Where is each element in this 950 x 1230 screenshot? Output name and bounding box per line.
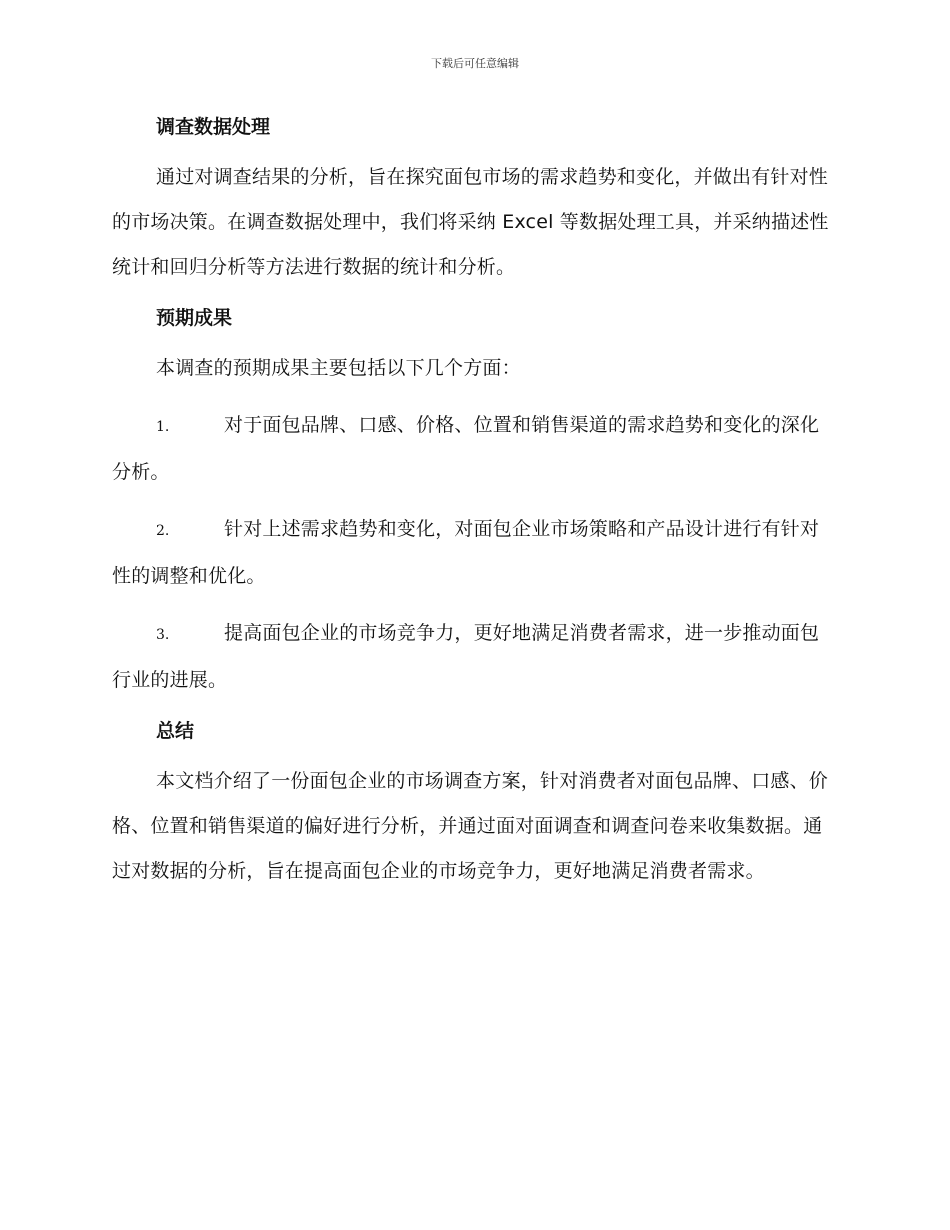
list-item xyxy=(112,611,834,703)
paragraph-data-processing: 通过对调查结果的分析，旨在探究面包市场的需求趋势和变化，并做出有针对性的市场决策。在调查数据处理中，我们将采纳 Excel 等数据处理工具，并采纳描述性统计和回归分析等方法进行数据的统计和分析。 xyxy=(112,166,829,278)
list-item-number: 3. xyxy=(156,627,170,643)
paragraph-expected-results-intro: 本调查的预期成果主要包括以下几个方面： xyxy=(156,357,521,379)
list-item-text: 提高面包企业的市场竞争力，更好地满足消费者需求，进一步推动面包行业的进展。 xyxy=(112,622,820,691)
list-item-text: 对于面包品牌、口感、价格、位置和销售渠道的需求趋势和变化的深化分析。 xyxy=(112,414,820,483)
paragraph-summary: 本文档介绍了一份面包企业的市场调查方案，针对消费者对面包品牌、口感、价格、位置和销售渠道的偏好进行分析，并通过面对面调查和调查问卷来收集数据。通过对数据的分析，旨在提高面包企业的市场竞争力，更好地满足消费者需求。 xyxy=(112,770,829,882)
section-title-data-processing: 调查数据处理 xyxy=(156,116,271,138)
list-item-number: 1. xyxy=(156,419,170,435)
list-item-text: 针对上述需求趋势和变化，对面包企业市场策略和产品设计进行有针对性的调整和优化。 xyxy=(112,518,820,587)
document-body xyxy=(112,112,834,894)
list-item xyxy=(112,507,834,599)
section-title-expected-results: 预期成果 xyxy=(156,307,233,329)
header-note: 下载后可任意编辑 xyxy=(431,57,519,70)
section-title-summary: 总结 xyxy=(156,720,195,742)
list-item-number: 2. xyxy=(156,523,170,539)
list-item xyxy=(112,403,834,495)
